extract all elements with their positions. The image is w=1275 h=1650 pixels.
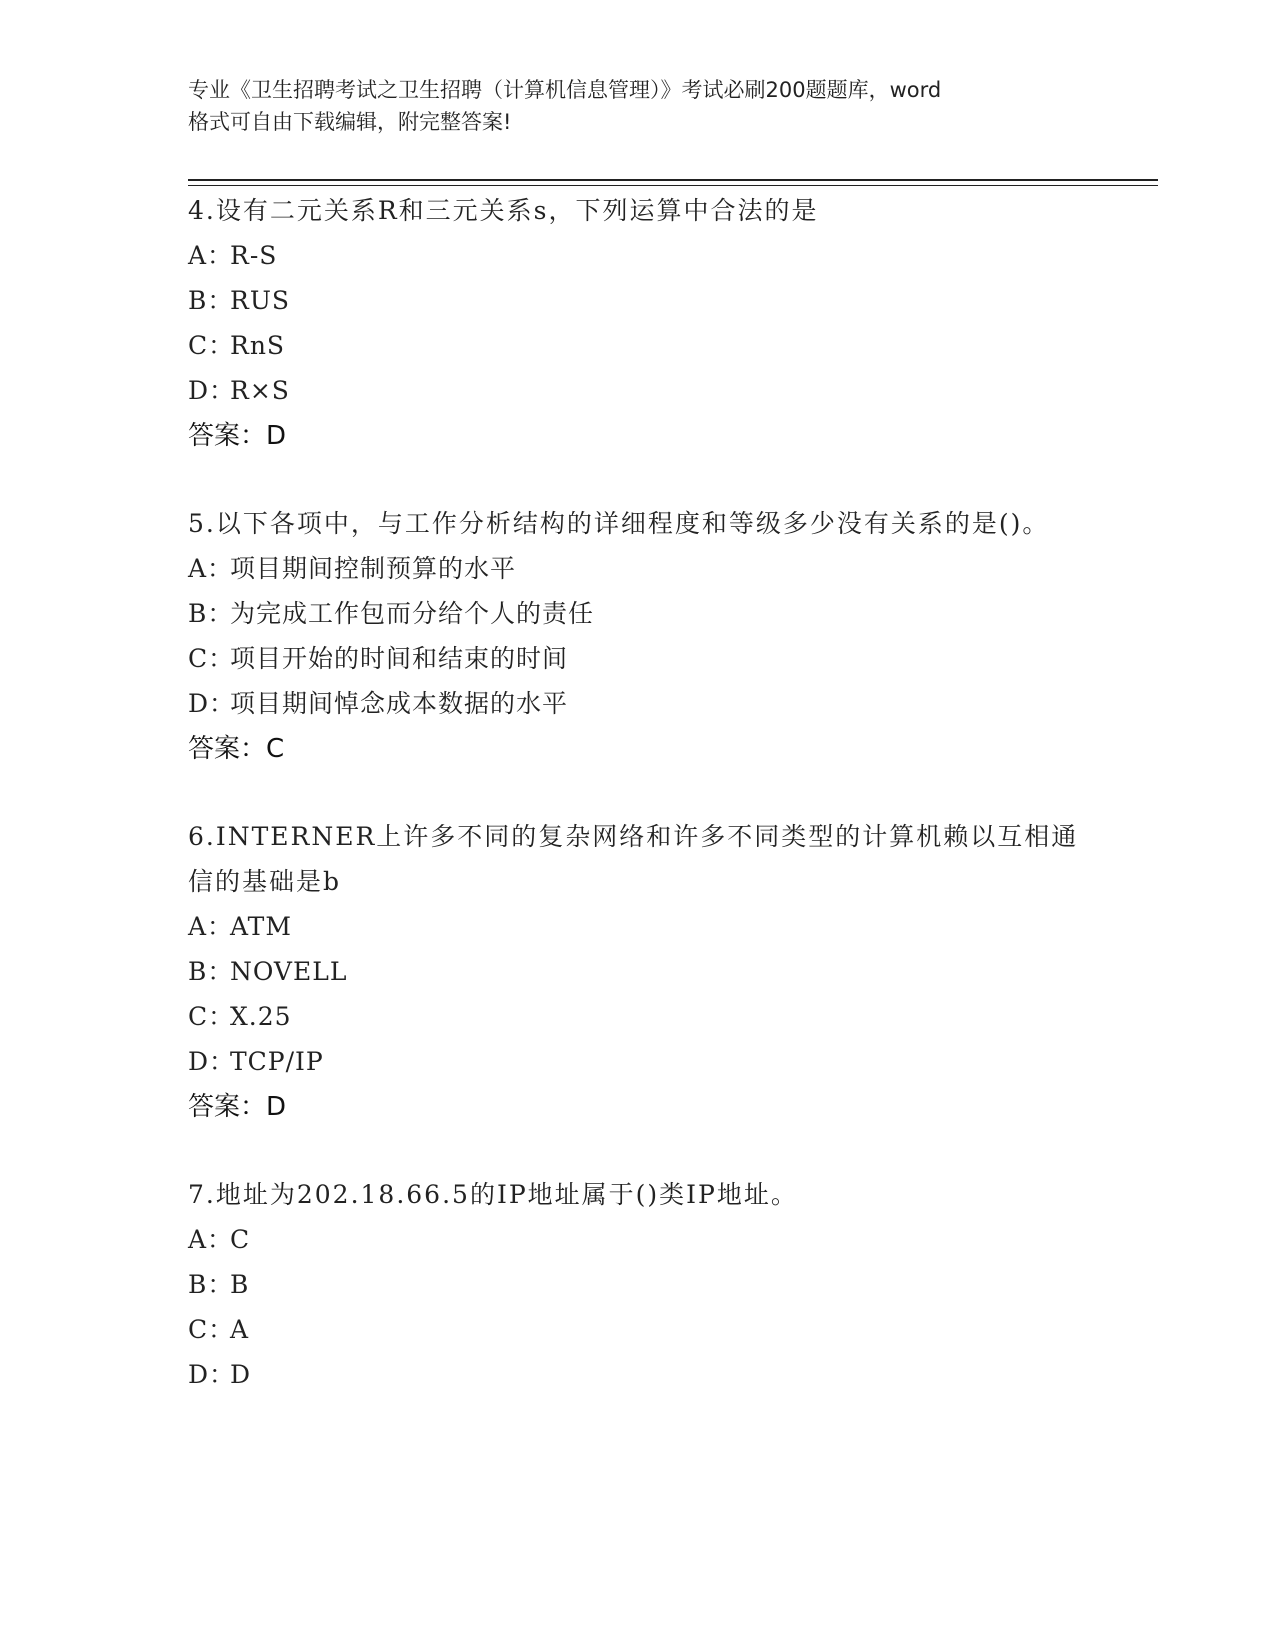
question-list bbox=[188, 188, 1088, 1397]
option-c bbox=[188, 1307, 1088, 1352]
option-key: A： bbox=[188, 1225, 234, 1254]
option-text: 项目开始的时间和结束的时间 bbox=[230, 644, 569, 673]
option-d bbox=[188, 681, 1088, 726]
option-key: C： bbox=[188, 331, 235, 360]
option-text: A bbox=[230, 1315, 250, 1344]
option-text: X.25 bbox=[230, 1002, 292, 1031]
option-d bbox=[188, 1352, 1088, 1397]
option-d bbox=[188, 1039, 1088, 1084]
option-key: D： bbox=[188, 689, 236, 718]
option-b bbox=[188, 278, 1088, 323]
option-c bbox=[188, 323, 1088, 368]
header-line-2: 格式可自由下载编辑，附完整答案! bbox=[188, 110, 512, 134]
option-c bbox=[188, 994, 1088, 1039]
spacer bbox=[188, 772, 1088, 814]
option-b bbox=[188, 949, 1088, 994]
option-text: B bbox=[230, 1270, 250, 1299]
option-text: R-S bbox=[230, 241, 278, 270]
answer-line: 答案：D bbox=[188, 421, 287, 451]
option-key: D： bbox=[188, 1360, 236, 1389]
option-text: D bbox=[230, 1360, 252, 1389]
option-key: B： bbox=[188, 1270, 234, 1299]
header-divider-thin bbox=[188, 185, 1158, 186]
option-key: A： bbox=[188, 241, 234, 270]
option-key: C： bbox=[188, 1002, 235, 1031]
spacer bbox=[188, 1130, 1088, 1172]
option-text: TCP/IP bbox=[230, 1047, 324, 1076]
option-key: A： bbox=[188, 912, 234, 941]
option-a bbox=[188, 546, 1088, 591]
option-text: 项目期间悼念成本数据的水平 bbox=[230, 689, 569, 718]
answer-line: 答案：C bbox=[188, 734, 285, 764]
document-header bbox=[188, 74, 1088, 138]
question-6 bbox=[188, 814, 1088, 1130]
option-b bbox=[188, 591, 1088, 636]
question-4 bbox=[188, 188, 1088, 459]
question-text: 4.设有二元关系R和三元关系s，下列运算中合法的是 bbox=[188, 196, 819, 225]
option-text: 为完成工作包而分给个人的责任 bbox=[230, 599, 595, 628]
option-key: D： bbox=[188, 1047, 236, 1076]
option-d bbox=[188, 368, 1088, 413]
option-key: C： bbox=[188, 1315, 235, 1344]
option-text: RUS bbox=[230, 286, 291, 315]
header-divider-thick bbox=[188, 179, 1158, 181]
question-text: 7.地址为202.18.66.5的IP地址属于()类IP地址。 bbox=[188, 1180, 798, 1209]
option-text: 项目期间控制预算的水平 bbox=[230, 554, 517, 583]
option-c bbox=[188, 636, 1088, 681]
header-line-1: 专业《卫生招聘考试之卫生招聘（计算机信息管理）》考试必刷200题题库，word bbox=[188, 78, 942, 102]
option-key: B： bbox=[188, 286, 234, 315]
question-5 bbox=[188, 501, 1088, 772]
option-key: C： bbox=[188, 644, 235, 673]
option-key: A： bbox=[188, 554, 234, 583]
answer-line: 答案：D bbox=[188, 1092, 287, 1122]
option-text: ATM bbox=[230, 912, 292, 941]
option-key: D： bbox=[188, 376, 236, 405]
question-7 bbox=[188, 1172, 1088, 1397]
option-key: B： bbox=[188, 599, 234, 628]
option-text: C bbox=[230, 1225, 251, 1254]
option-b bbox=[188, 1262, 1088, 1307]
question-text: 5.以下各项中，与工作分析结构的详细程度和等级多少没有关系的是()。 bbox=[188, 509, 1050, 538]
option-text: RnS bbox=[230, 331, 286, 360]
option-a bbox=[188, 1217, 1088, 1262]
question-text: 6.INTERNER上许多不同的复杂网络和许多不同类型的计算机赖以互相通信的基础是b bbox=[188, 822, 1079, 896]
option-a bbox=[188, 233, 1088, 278]
option-text: R×S bbox=[230, 376, 290, 405]
option-a bbox=[188, 904, 1088, 949]
option-key: B： bbox=[188, 957, 234, 986]
option-text: NOVELL bbox=[230, 957, 348, 986]
spacer bbox=[188, 459, 1088, 501]
